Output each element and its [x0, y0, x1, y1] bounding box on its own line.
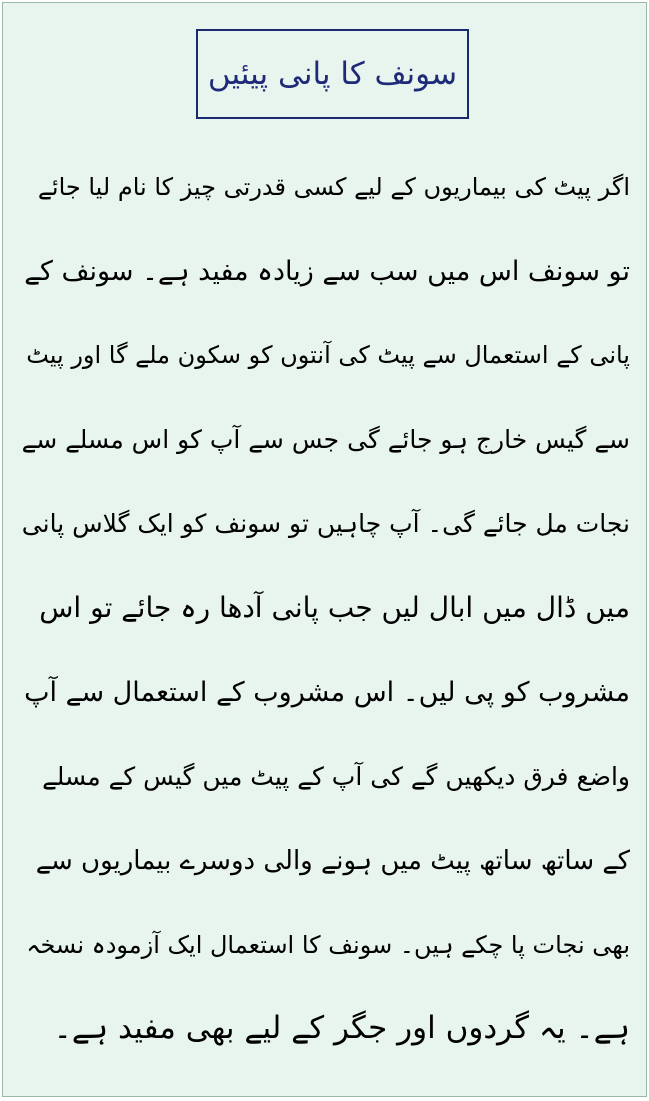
article-title: سونف کا پانی پیئیں [207, 55, 458, 92]
body-line: تو سونف اس میں سب سے زیادہ مفید ہے۔ سونف کے [24, 255, 630, 287]
body-line: اگر پیٹ کی بیماریوں کے لیے کسی قدرتی چیز کا نام لیا جائے [37, 173, 630, 202]
body-line: بھی نجات پا چکے ہیں۔ سونف کا استعمال ایک آزمودہ نسخہ [26, 930, 630, 959]
title-box [196, 29, 469, 119]
article-body [21, 145, 630, 1071]
body-line: سے گیس خارج ہو جائے گی جس سے آپ کو اس مسلے سے [21, 425, 630, 455]
body-line: مشروب کو پی لیں۔ اس مشروب کے استعمال سے آپ [24, 676, 630, 708]
article-page [2, 2, 647, 1097]
body-line: پانی کے استعمال سے پیٹ کی آنتوں کو سکون ملے گا اور پیٹ [26, 341, 630, 370]
body-line: واضع فرق دیکھیں گے کی آپ کے پیٹ میں گیس کے مسلے [42, 761, 630, 791]
body-line: ہے۔ یہ گردوں اور جگر کے لیے بھی مفید ہے۔ [53, 1010, 630, 1047]
body-line: میں ڈال میں ابال لیں جب پانی آدھا رہ جائے تو اس [39, 591, 630, 625]
body-line: نجات مل جائے گی۔ آپ چاہیں تو سونف کو ایک گلاس پانی [21, 509, 630, 539]
body-line: کے ساتھ ساتھ پیٹ میں ہونے والی دوسرے بیماریوں سے [35, 845, 630, 876]
